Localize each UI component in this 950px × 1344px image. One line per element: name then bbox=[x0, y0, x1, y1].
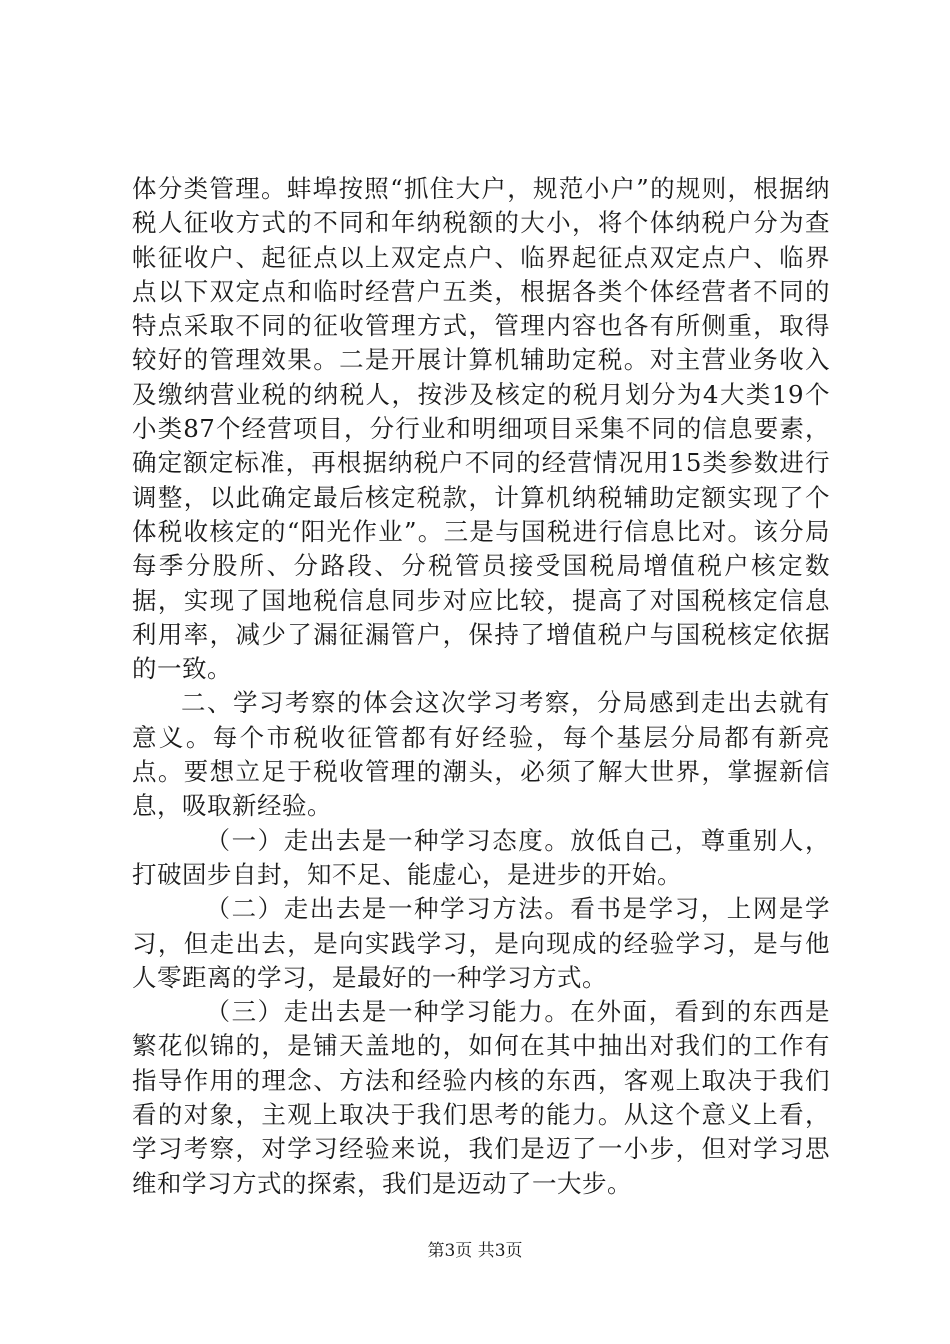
page-footer: 第3页 共3页 bbox=[427, 1241, 523, 1261]
document-body bbox=[132, 172, 830, 1201]
paragraph-tax-classification: 体分类管理。蚌埠按照“抓住大户，规范小户”的规则，根据纳税人征收方式的不同和年纳税额的大小，将个体纳税户分为查帐征收户、起征点以上双定点户、临界起征点双定点户、临界点以下双定点和临时经营户五类，根据各类个体经营者不同的特点采取不同的征收管理方式，管理内容也各有所侧重，取得较好的管理效果。二是开展计算机辅助定税。对主营业务收入及缴纳营业税的纳税人，按涉及核定的税月划分为4大类19个小类87个经营项目，分行业和明细项目采集不同的信息要素，确定额定标准，再根据纳税户不同的经营情况用15类参数进行调整，以此确定最后核定税款，计算机纳税辅助定额实现了个体税收核定的“阳光作业”。三是与国税进行信息比对。该分局每季分股所、分路段、分税管员接受国税局增值税户核定数据，实现了国地税信息同步对应比较，提高了对国税核定信息利用率，减少了漏征漏管户，保持了增值税户与国税核定依据的一致。 bbox=[132, 174, 830, 684]
paragraph-study-reflection: 二、学习考察的体会这次学习考察，分局感到走出去就有意义。每个市税收征管都有好经验，每个基层分局都有新亮点。要想立足于税收管理的潮头，必须了解大世界，掌握新信息，吸取新经验。 bbox=[132, 688, 830, 821]
paragraph-learning-method: （二）走出去是一种学习方法。看书是学习，上网是学习，但走出去，是向实践学习，是向现成的经验学习，是与他人零距离的学习，是最好的一种学习方式。 bbox=[132, 894, 830, 992]
paragraph-learning-ability: （三）走出去是一种学习能力。在外面，看到的东西是繁花似锦的，是铺天盖地的，如何在其中抽出对我们的工作有指导作用的理念、方法和经验内核的东西，客观上取决于我们看的对象，主观上取决于我们思考的能力。从这个意义上看，学习考察，对学习经验来说，我们是迈了一小步，但对学习思维和学习方式的探索，我们是迈动了一大步。 bbox=[132, 997, 830, 1198]
paragraph-learning-attitude: （一）走出去是一种学习态度。放低自己，尊重别人，打破固步自封，知不足、能虚心，是进步的开始。 bbox=[132, 825, 830, 889]
